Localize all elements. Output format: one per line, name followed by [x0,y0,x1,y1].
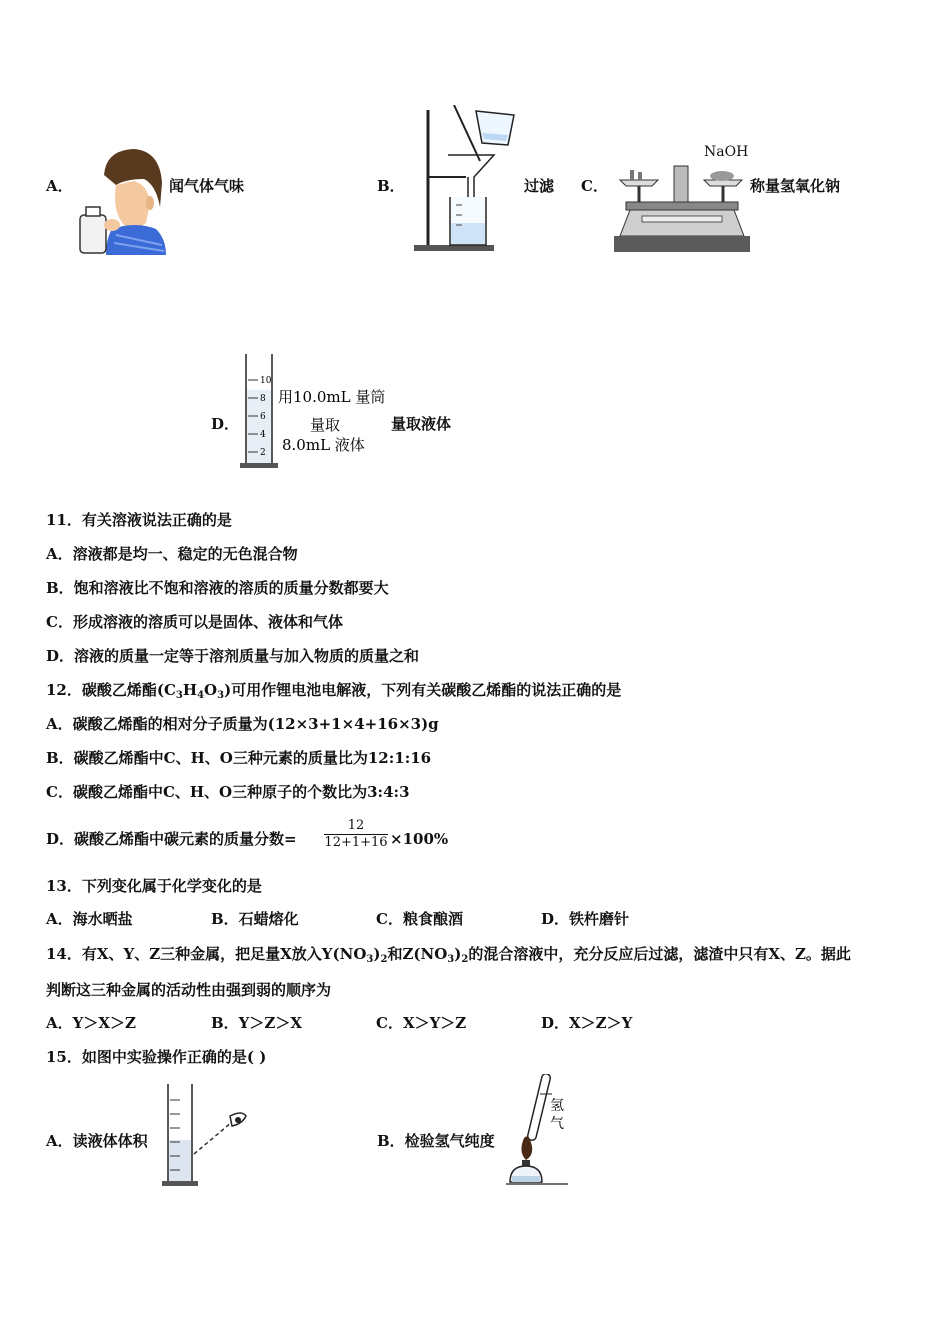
q13-option-d: D．铁杵磨针 [541,910,630,928]
q12-option-d-text: D．碳酸乙烯酯中碳元素的质量分数= [46,830,297,848]
figure-text-1: 用10.0mL 量筒 [278,388,386,406]
option-c-letter: C． [581,177,608,195]
filtration-illustration [410,105,522,257]
q11-option-b: B．饱和溶液比不饱和溶液的溶质的质量分数都要大 [46,579,389,597]
carbon-fraction [324,818,388,851]
tick-4: 4 [260,430,266,440]
option-d-letter: D． [211,415,240,433]
tick-8: 8 [260,394,266,404]
option-b-letter: B． [377,177,405,195]
q15-stem: 15．如图中实验操作正确的是( ) [46,1048,267,1066]
fraction-denominator: 12+1+16 [324,835,388,850]
graduated-cylinder-illustration [238,350,388,472]
q12-option-b: B．碳酸乙烯酯中C、H、O三种元素的质量比为12:1:16 [46,749,432,767]
figure-text-2: 量取 [310,416,341,434]
q11-stem: 11．有关溶液说法正确的是 [46,511,232,529]
q11-option-d: D．溶液的质量一定等于溶剂质量与加入物质的质量之和 [46,647,420,665]
naoh-label: NaOH [704,144,749,160]
q14-stem-line2: 判断这三种金属的活动性由强到弱的顺序为 [46,981,332,999]
option-a-caption: 闻气体气味 [169,177,245,195]
q15-option-a: A．读液体体积 [46,1132,148,1150]
tick-6: 6 [260,412,266,422]
reading-volume-illustration [158,1080,250,1190]
smelling-gas-illustration [76,145,168,255]
tick-2: 2 [260,448,266,458]
q15-option-b: B．检验氢气纯度 [377,1132,495,1150]
q12-option-a: A．碳酸乙烯酯的相对分子质量为(12×3+1×4+16×3)g [46,715,439,733]
q14-option-a: A．Y＞X＞Z [46,1014,136,1032]
q13-option-a: A．海水晒盐 [46,910,133,928]
tube-label-2: 气 [550,1116,564,1132]
option-c-caption: 称量氢氧化钠 [750,177,841,195]
option-a-letter: A． [46,177,73,195]
q12-stem: 12．碳酸乙烯酯$(C_3H_4O_3)$可用作锂电池电解液，下列有关碳酸乙烯酯的说法正确的是 [46,681,622,701]
q14-option-c: C．X＞Y＞Z [376,1014,467,1032]
q11-option-c: C．形成溶液的溶质可以是固体、液体和气体 [46,613,343,631]
q12-option-d-suffix: ×100% [390,830,449,848]
hydrogen-test-illustration [502,1074,574,1190]
balance-illustration [612,140,752,258]
tick-10: 10 [260,376,272,386]
q14-stem-line1: 14．有X、Y、Z三种金属，把足量X放入$Y(NO_3)_2$和$Z(NO_3)_2$的混合溶液中，充分反应后过滤，滤渣中只有X、Z。据此 [46,945,851,965]
q13-stem: 13．下列变化属于化学变化的是 [46,877,262,895]
q14-option-d: D．X＞Z＞Y [541,1014,633,1032]
q13-option-b: B．石蜡熔化 [211,910,299,928]
q11-option-a: A．溶液都是均一、稳定的无色混合物 [46,545,298,563]
q14-option-b: B．Y＞Z＞X [211,1014,302,1032]
q12-option-c: C．碳酸乙烯酯中C、H、O三种原子的个数比为3:4:3 [46,783,410,801]
option-b-caption: 过滤 [524,177,555,195]
fraction-numerator: 12 [347,818,365,833]
q13-option-c: C．粮食酿酒 [376,910,463,928]
tube-label-1: 氢 [550,1098,564,1114]
option-d-caption: 量取液体 [391,415,452,433]
figure-text-3: 8.0mL 液体 [282,436,365,454]
